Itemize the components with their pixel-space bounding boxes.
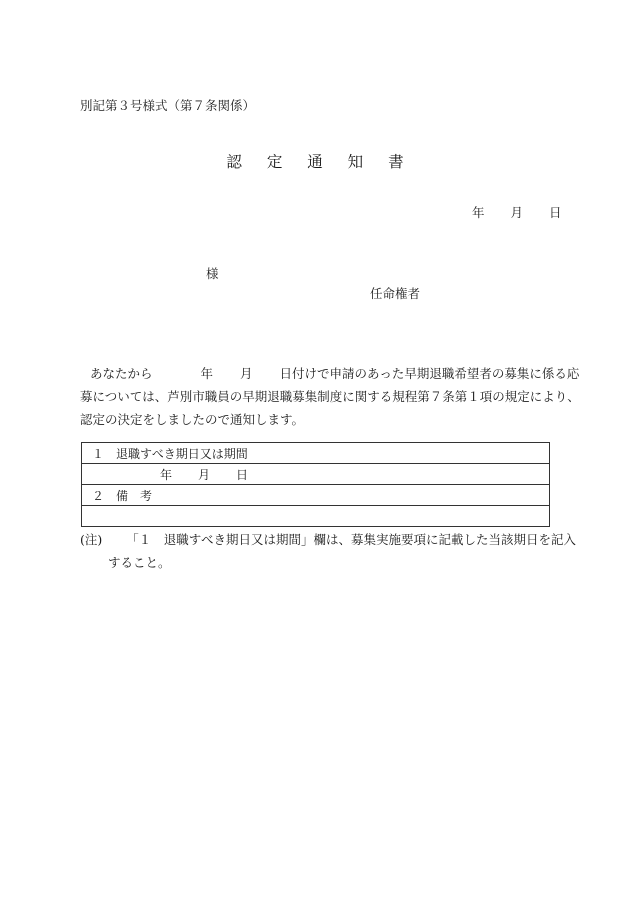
date-day: 日 xyxy=(549,205,562,220)
body-line-1: あなたから 年 月 日付けで申請のあった早期退職希望者の募集に係る応 xyxy=(90,366,580,381)
issuer-label: 任命権者 xyxy=(370,286,421,301)
table-row xyxy=(82,506,550,527)
footnote xyxy=(80,528,577,574)
date-line xyxy=(472,203,562,221)
date-year: 年 xyxy=(472,205,485,220)
body-line-3: 認定の決定をしましたので通知します。 xyxy=(80,412,305,427)
document-title: 認 定 通 知 書 xyxy=(226,153,414,171)
date-month: 月 xyxy=(510,205,524,220)
note-line-1: (注) 「１ 退職すべき期日又は期間」欄は、募集実施要項に記載した当該期日を記入 xyxy=(80,532,577,547)
body-line-2: 募については、芦別市職員の早期退職募集制度に関する規程第７条第１項の規定により、 xyxy=(80,389,580,404)
table-row xyxy=(82,443,550,464)
form-number-label: 別記第３号様式（第７条関係） xyxy=(80,98,256,113)
notice-body xyxy=(80,362,580,431)
retirement-date-label: １ 退職すべき期日又は期間 xyxy=(82,443,550,464)
table-row xyxy=(82,485,550,506)
remarks-value xyxy=(82,506,550,527)
note-marker: (注) xyxy=(80,532,103,547)
table-row xyxy=(82,464,550,485)
addressee-suffix: 様 xyxy=(206,266,219,281)
note-line-2: すること。 xyxy=(108,555,171,570)
remarks-label: ２ 備 考 xyxy=(82,485,550,506)
detail-table xyxy=(81,442,550,527)
retirement-date-value: 年 月 日 xyxy=(82,464,550,485)
